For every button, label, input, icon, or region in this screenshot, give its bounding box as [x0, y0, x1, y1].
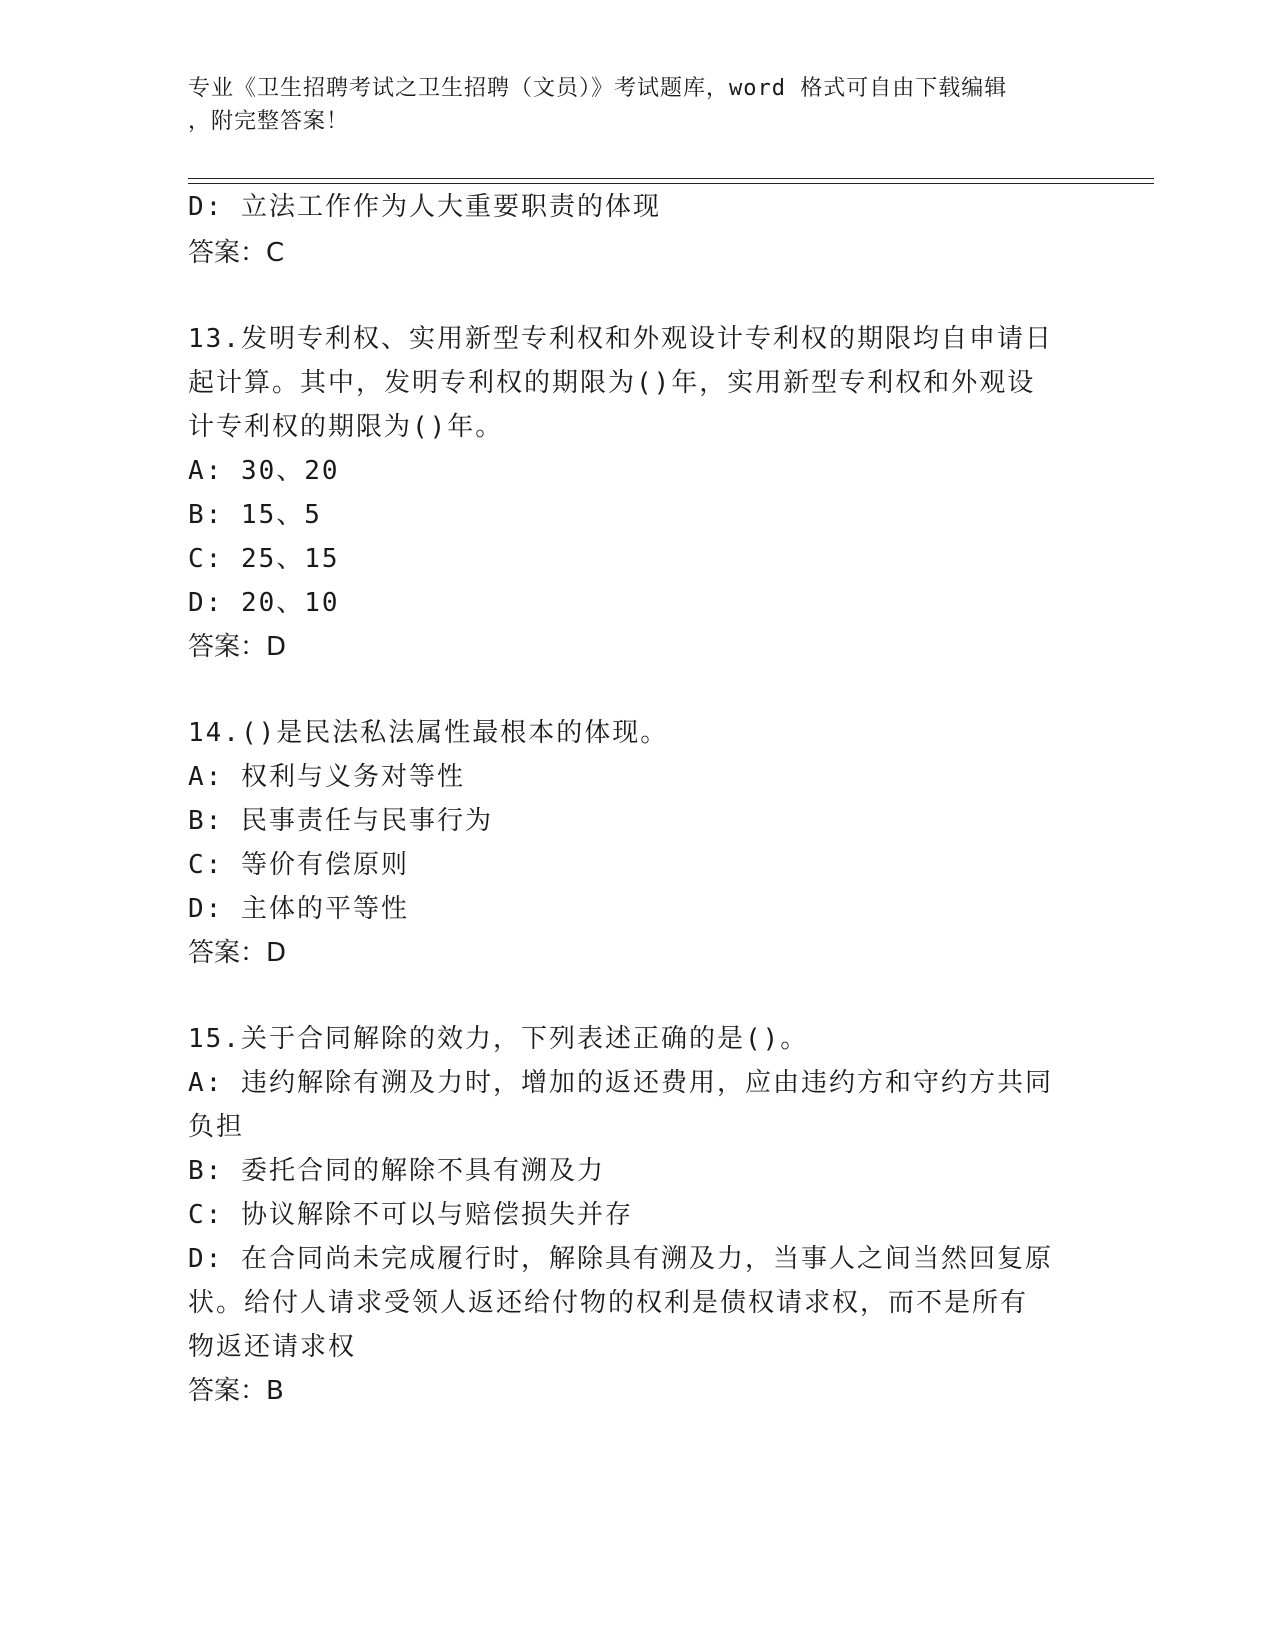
q13-option-c: C: 25、15	[188, 544, 340, 574]
q15-answer: 答案：B	[188, 1376, 284, 1406]
q13-stem-line-2: 起计算。其中，发明专利权的期限为()年，实用新型专利权和外观设	[188, 368, 1036, 398]
q14-option-b: B: 民事责任与民事行为	[188, 806, 493, 836]
q15-option-d-line-1: D: 在合同尚未完成履行时，解除具有溯及力，当事人之间当然回复原	[188, 1244, 1053, 1274]
q14-option-c: C: 等价有偿原则	[188, 850, 409, 880]
document-header	[188, 72, 1068, 138]
q13-stem-line-1: 13.发明专利权、实用新型专利权和外观设计专利权的期限均自申请日	[188, 324, 1053, 354]
q15-option-a-line-2: 负担	[188, 1112, 245, 1142]
header-line-1: 专业《卫生招聘考试之卫生招聘（文员）》考试题库，word 格式可自由下载编辑	[188, 76, 1008, 101]
q14-stem-line-1: 14.()是民法私法属性最根本的体现。	[188, 718, 669, 748]
q15-option-b: B: 委托合同的解除不具有溯及力	[188, 1156, 605, 1186]
q13-answer: 答案：D	[188, 632, 287, 662]
q13-option-b: B: 15、5	[188, 500, 322, 530]
q15-option-d-line-3: 物返还请求权	[188, 1332, 357, 1362]
header-line-2: ，附完整答案！	[188, 109, 350, 134]
q14-option-d: D: 主体的平等性	[188, 894, 409, 924]
q14-option-a: A: 权利与义务对等性	[188, 762, 465, 792]
q14-answer: 答案：D	[188, 938, 287, 968]
q15-option-a-line-1: A: 违约解除有溯及力时，增加的返还费用，应由违约方和守约方共同	[188, 1068, 1053, 1098]
prev-option-d: D: 立法工作作为人大重要职责的体现	[188, 192, 661, 222]
q15-option-c: C: 协议解除不可以与赔偿损失并存	[188, 1200, 633, 1230]
q15-option-d-line-2: 状。给付人请求受领人返还给付物的权利是债权请求权，而不是所有	[188, 1288, 1029, 1318]
header-rule-top	[188, 178, 1154, 179]
q15-stem-line-1: 15.关于合同解除的效力，下列表述正确的是()。	[188, 1024, 809, 1054]
q13-option-d: D: 20、10	[188, 588, 340, 618]
prev-answer: 答案：C	[188, 238, 285, 268]
header-rule-bottom	[188, 183, 1154, 184]
q13-stem-line-3: 计专利权的期限为()年。	[188, 412, 504, 442]
q13-option-a: A: 30、20	[188, 456, 340, 486]
